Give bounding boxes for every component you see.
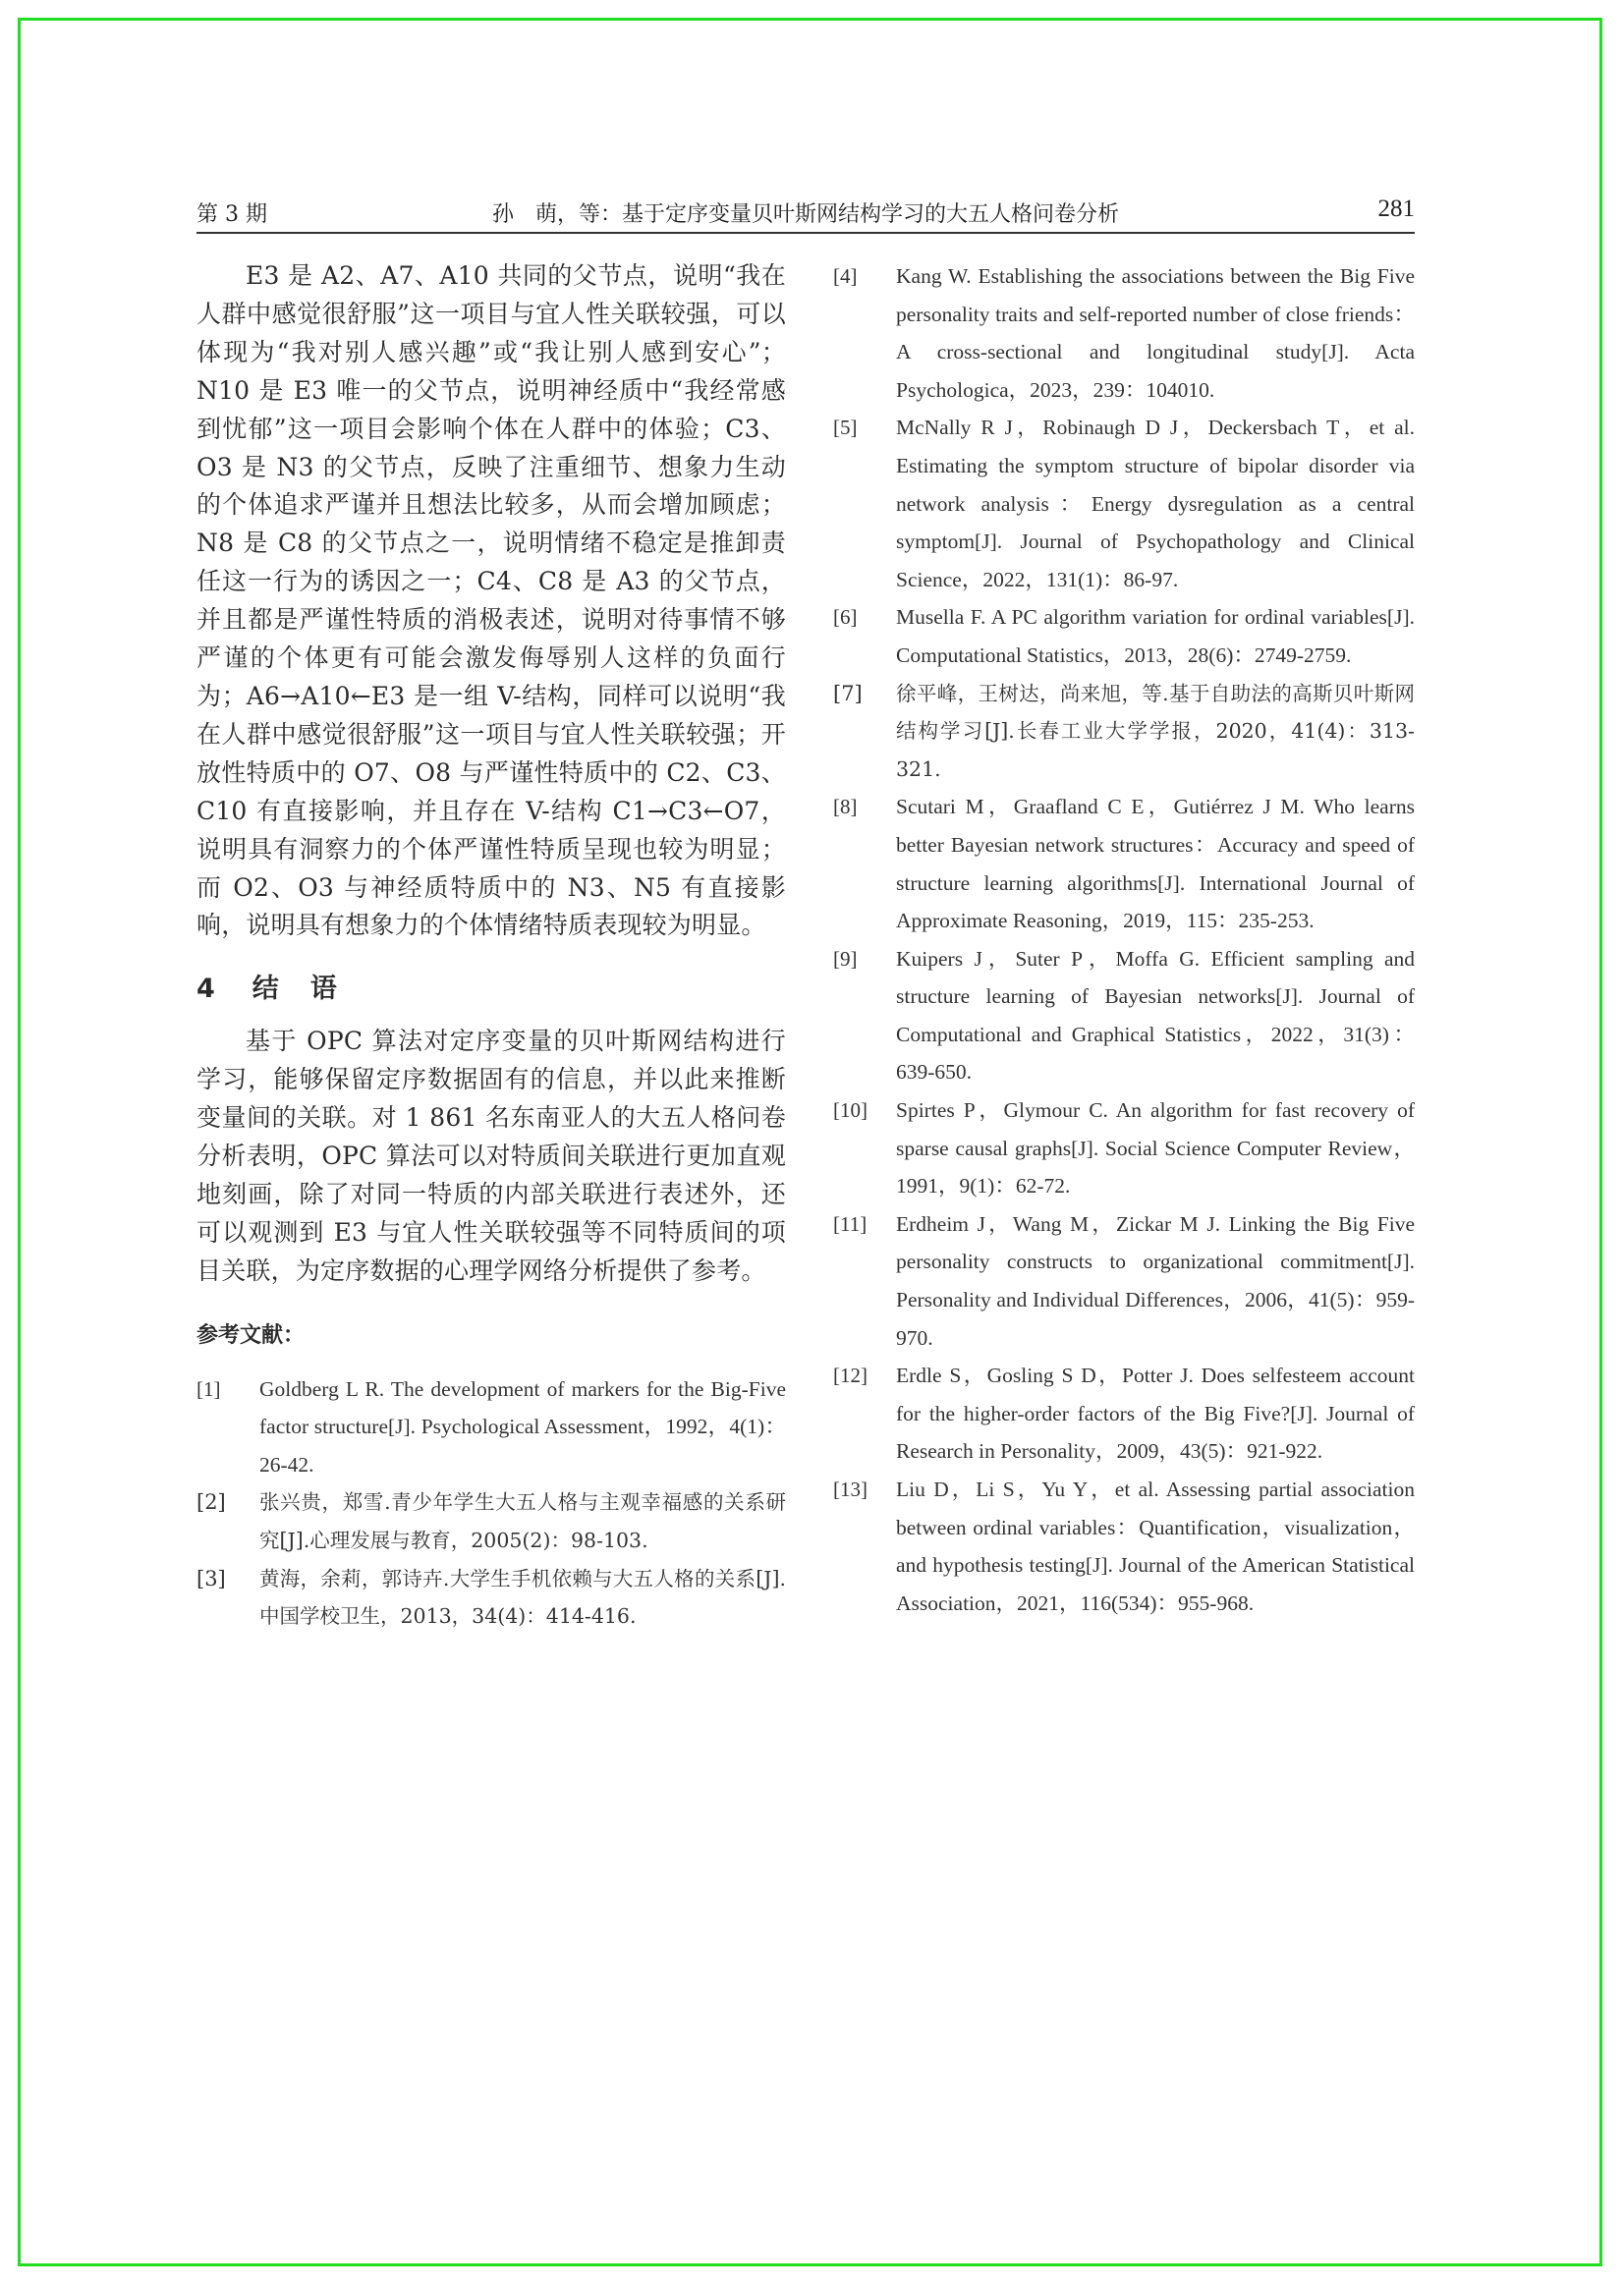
reference-list-left: [196, 1370, 786, 1636]
reference-text: Scutari M，Graafland C E，Gutiérrez J M. Who learns better Bayesian network structures：Accuracy and speed of structure learning algorithms[J]. International Journal of Approximate Reasoning，2019，115：235-253.: [896, 795, 1415, 933]
reference-number: [13]: [833, 1478, 868, 1501]
reference-item: [833, 940, 1415, 1091]
reference-text: McNally R J，Robinaugh D J，Deckersbach T，et al. Estimating the symptom structure of bipolar disorder via network analysis：Energy dysregulation as a central symptom[J]. Journal of Psychopathology and Clinical Science，2022，131(1)：86-97.: [896, 416, 1415, 591]
references-heading: 参考文献：: [196, 1322, 306, 1348]
left-column: [196, 257, 786, 1636]
reference-item: [196, 1370, 786, 1484]
page-number: 281: [1377, 195, 1415, 222]
issue-label: 第 3 期: [196, 202, 267, 227]
header-rule: [196, 232, 1415, 234]
section-number: 4: [196, 974, 217, 1005]
reference-number: [8]: [833, 795, 858, 819]
reference-text: 张兴贵，郑雪.青少年学生大五人格与主观幸福感的关系研究[J].心理发展与教育，2005(2)：98-103.: [259, 1490, 786, 1553]
reference-item: [833, 598, 1415, 674]
body-paragraph: 基于 OPC 算法对定序变量的贝叶斯网结构进行学习，能够保留定序数据固有的信息，并以此来推断变量间的关联。对 1 861 名东南亚人的大五人格问卷分析表明，OPC 算法可以对特质间关联进行更加直观地刻画，除了对同一特质的内部关联进行表述外，还可以观测到 E3 与宜人性关联较强等不同特质间的项目关联，为定序数据的心理学网络分析提供了参考。: [196, 1027, 786, 1285]
running-title: 孙 萌，等：基于定序变量贝叶斯网结构学习的大五人格问卷分析: [491, 202, 1119, 227]
reference-number: [2]: [196, 1490, 226, 1515]
reference-item: [833, 1091, 1415, 1205]
right-column: [833, 257, 1415, 1622]
reference-number: [10]: [833, 1098, 868, 1123]
reference-item: [833, 788, 1415, 939]
reference-item: [196, 1483, 786, 1559]
reference-text: Musella F. A PC algorithm variation for ordinal variables[J]. Computational Statistics，2013，28(6)：2749-2759.: [896, 605, 1415, 667]
reference-item: [833, 1471, 1415, 1622]
reference-number: [11]: [833, 1211, 868, 1236]
reference-text: Kuipers J，Suter P，Moffa G. Efficient sampling and structure learning of Bayesian networks[J]. Journal of Computational and Graphical Statistics，2022，31(3)：639-650.: [896, 946, 1415, 1085]
reference-list-right: [833, 257, 1415, 1622]
reference-item: [833, 675, 1415, 789]
reference-item: [833, 257, 1415, 409]
reference-item: [833, 1205, 1415, 1357]
reference-number: [12]: [833, 1364, 868, 1388]
reference-number: [9]: [833, 946, 858, 971]
reference-text: Goldberg L R. The development of markers for the Big-Five factor structure[J]. Psychological Assessment，1992，4(1)：26-42.: [259, 1376, 786, 1477]
reference-item: [196, 1560, 786, 1636]
section-heading: [196, 967, 786, 1005]
reference-text: Kang W. Establishing the associations between the Big Five personality traits and self-reported number of close friends：A cross-sectional and longitudinal study[J]. Acta Psychologica，2023，239：104010.: [896, 264, 1415, 402]
reference-number: [1]: [196, 1376, 221, 1401]
section-title-part: 语: [309, 974, 339, 1005]
reference-text: Spirtes P，Glymour C. An algorithm for fast recovery of sparse causal graphs[J]. Social Science Computer Review，1991，9(1)：62-72.: [896, 1098, 1415, 1199]
reference-item: [833, 1357, 1415, 1471]
reference-number: [5]: [833, 416, 858, 440]
reference-text: 黄海，余莉，郭诗卉.大学生手机依赖与大五人格的关系[J].中国学校卫生，2013，34(4)：414-416.: [259, 1566, 786, 1629]
running-header: [196, 192, 1415, 231]
reference-text: 徐平峰，王树达，尚来旭，等.基于自助法的高斯贝叶斯网结构学习[J].长春工业大学学报，2020，41(4)：313-321.: [896, 681, 1415, 781]
reference-number: [3]: [196, 1566, 226, 1590]
reference-text: Erdle S，Gosling S D，Potter J. Does selfesteem account for the higher-order factors of the Big Five?[J]. Journal of Research in Personality，2009，43(5)：921-922.: [896, 1364, 1415, 1464]
body-paragraph: E3 是 A2、A7、A10 共同的父节点，说明“我在人群中感觉很舒服”这一项目与宜人性关联较强，可以体现为“我对别人感兴趣”或“我让别人感到安心”；N10 是 E3 唯一的父节点，说明神经质中“我经常感到忧郁”这一项目会影响个体在人群中的体验；C3、O3 是 N3 的父节点，反映了注重细节、想象力生动的个体追求严谨并且想法比较多，从而会增加顾虑；N8 是 C8 的父节点之一，说明情绪不稳定是推卸责任这一行为的诱因之一；C4、C8 是 A3 的父节点，并且都是严谨性特质的消极表述，说明对待事情不够严谨的个体更有可能会激发侮辱别人这样的负面行为；A6→A10←E3 是一组 V-结构，同样可以说明“我在人群中感觉很舒服”这一项目与宜人性关联较强；开放性特质中的 O7、O8 与严谨性特质中的 C2、C3、C10 有直接影响，并且存在 V-结构 C1→C3←O7，说明具有洞察力的个体严谨性特质呈现也较为明显；而 O2、O3 与神经质特质中的 N3、N5 有直接影响，说明具有想象力的个体情绪特质表现较为明显。: [196, 261, 786, 940]
reference-number: [6]: [833, 605, 858, 630]
reference-number: [4]: [833, 264, 858, 288]
reference-text: Liu D，Li S，Yu Y，et al. Assessing partial association between ordinal variables：Quantification，visualization，and hypothesis testing[J]. Journal of the American Statistical Association，2021，116(534)：955-968.: [896, 1478, 1415, 1615]
section-title-part: 结: [252, 974, 281, 1005]
reference-text: Erdheim J，Wang M，Zickar M J. Linking the Big Five personality constructs to organizational commitment[J]. Personality and Individual Differences，2006，41(5)：959-970.: [896, 1211, 1415, 1350]
reference-number: [7]: [833, 681, 863, 705]
reference-item: [833, 409, 1415, 598]
